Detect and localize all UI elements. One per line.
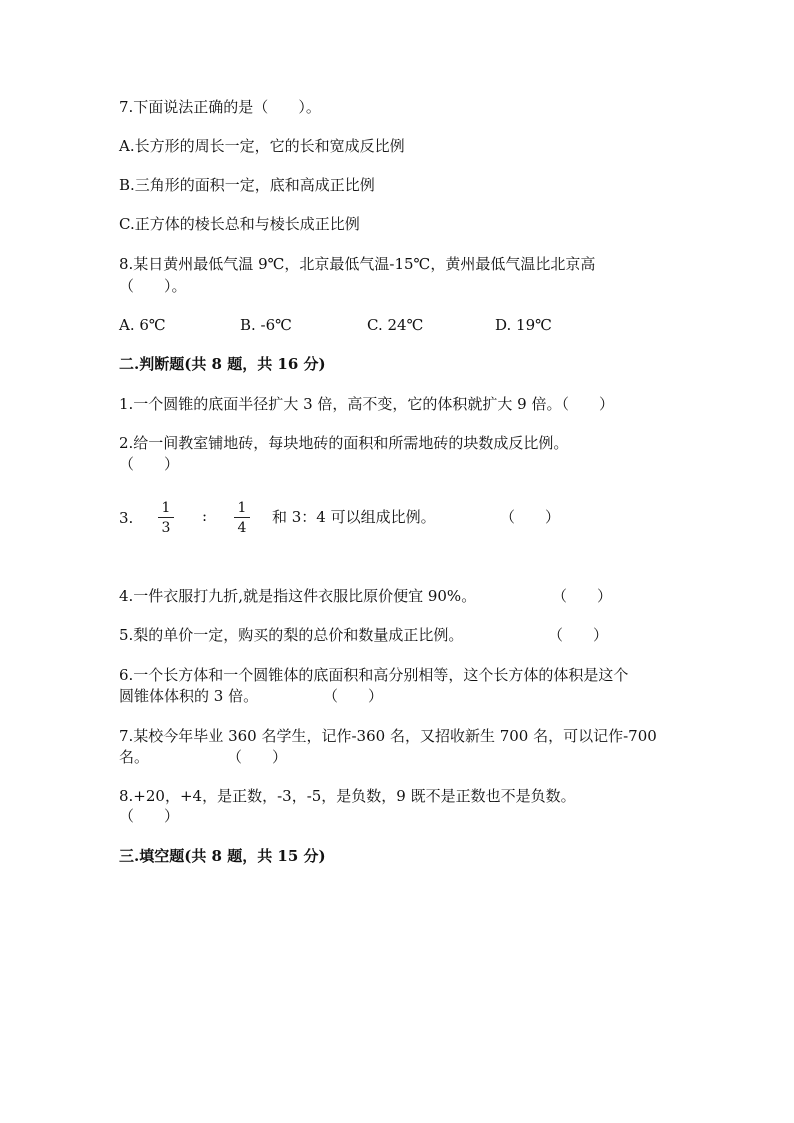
judge-item-1: 1.一个圆锥的底面半径扩大 3 倍，高不变，它的体积就扩大 9 倍。（ ） bbox=[119, 395, 614, 413]
judge-item-2-line2: （ ） bbox=[119, 455, 180, 473]
fraction-1-denominator: 3 bbox=[161, 520, 171, 536]
fraction-2-numerator: 1 bbox=[234, 500, 250, 518]
judge-item-4: 4.一件衣服打九折,就是指这件衣服比原价便宜 90%。 bbox=[119, 587, 477, 605]
judge-item-5: 5.梨的单价一定，购买的梨的总价和数量成正比例。 bbox=[119, 626, 464, 644]
judge-item-7-paren: （ ） bbox=[227, 748, 288, 766]
q7-stem: 7.下面说法正确的是（ ）。 bbox=[119, 98, 321, 116]
q8-option-b: B. -6℃ bbox=[240, 316, 292, 334]
q7-option-b: B.三角形的面积一定，底和高成正比例 bbox=[119, 176, 375, 194]
q7-option-a: A.长方形的周长一定，它的长和宽成反比例 bbox=[119, 137, 405, 155]
judge-item-6-paren: （ ） bbox=[323, 687, 384, 705]
q7-option-c: C.正方体的棱长总和与棱长成正比例 bbox=[119, 215, 360, 233]
section-three-title: 三.填空题(共 8 题，共 15 分) bbox=[119, 847, 326, 865]
judge-item-2-line1: 2.给一间教室铺地砖，每块地砖的面积和所需地砖的块数成反比例。 bbox=[119, 434, 569, 452]
q8-stem-line2: （ ）。 bbox=[119, 277, 187, 295]
judge-item-3-fraction-2 bbox=[234, 500, 250, 536]
judge-item-7-line2: 名。 bbox=[119, 748, 150, 766]
judge-item-6-line2: 圆锥体体积的 3 倍。 bbox=[119, 687, 259, 705]
fraction-2-denominator: 4 bbox=[237, 520, 247, 536]
section-two-title: 二.判断题(共 8 题，共 16 分) bbox=[119, 355, 326, 373]
judge-item-6-line1: 6.一个长方体和一个圆锥体的底面积和高分别相等，这个长方体的体积是这个 bbox=[119, 666, 629, 684]
q8-option-a: A. 6℃ bbox=[119, 316, 166, 334]
judge-item-5-paren: （ ） bbox=[548, 626, 609, 644]
judge-item-8-line1: 8.+20，+4，是正数，-3，-5，是负数，9 既不是正数也不是负数。 bbox=[119, 787, 576, 805]
judge-item-4-paren: （ ） bbox=[552, 587, 613, 605]
judge-item-7-line1: 7.某校今年毕业 360 名学生，记作-360 名，又招收新生 700 名，可以记作-700 bbox=[119, 727, 657, 745]
judge-item-3-number: 3. bbox=[119, 509, 134, 527]
q8-option-d: D. 19℃ bbox=[495, 316, 552, 334]
judge-item-8-line2: （ ） bbox=[119, 807, 180, 825]
q8-stem-line1: 8.某日黄州最低气温 9℃，北京最低气温-15℃，黄州最低气温比北京高 bbox=[119, 255, 596, 273]
judge-item-3-colon: : bbox=[202, 507, 208, 525]
judge-item-3-fraction-1 bbox=[158, 500, 174, 536]
judge-item-3-paren: （ ） bbox=[500, 508, 561, 526]
judge-item-3-text: 和 3：4 可以组成比例。 bbox=[272, 508, 436, 526]
fraction-1-numerator: 1 bbox=[158, 500, 174, 518]
q8-option-c: C. 24℃ bbox=[367, 316, 424, 334]
